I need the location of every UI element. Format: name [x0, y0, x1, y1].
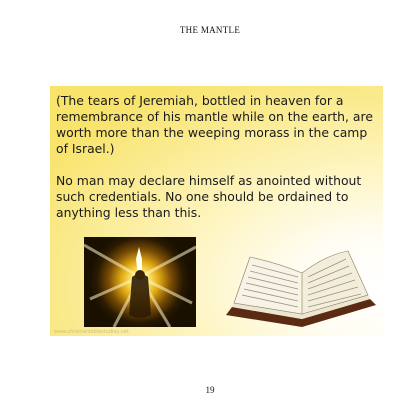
page-number: 19	[205, 385, 215, 395]
praying-figure-light-image	[84, 237, 196, 327]
open-bible-image	[220, 249, 380, 329]
slide-paragraph-1: (The tears of Jeremiah, bottled in heaven for a remembrance of his mantle while on the earth, are worth more than the weeping morass in the camp of Israel.)	[56, 93, 373, 156]
running-head: THE MANTLE	[179, 25, 241, 35]
slide-image	[50, 86, 383, 336]
slide-paragraph-2: No man may declare himself as anointed without such credentials. No one should be ordained to anything less than this.	[56, 173, 362, 220]
slide-text	[56, 93, 378, 221]
watermark: www.christianbiblestudies.net	[54, 329, 129, 335]
